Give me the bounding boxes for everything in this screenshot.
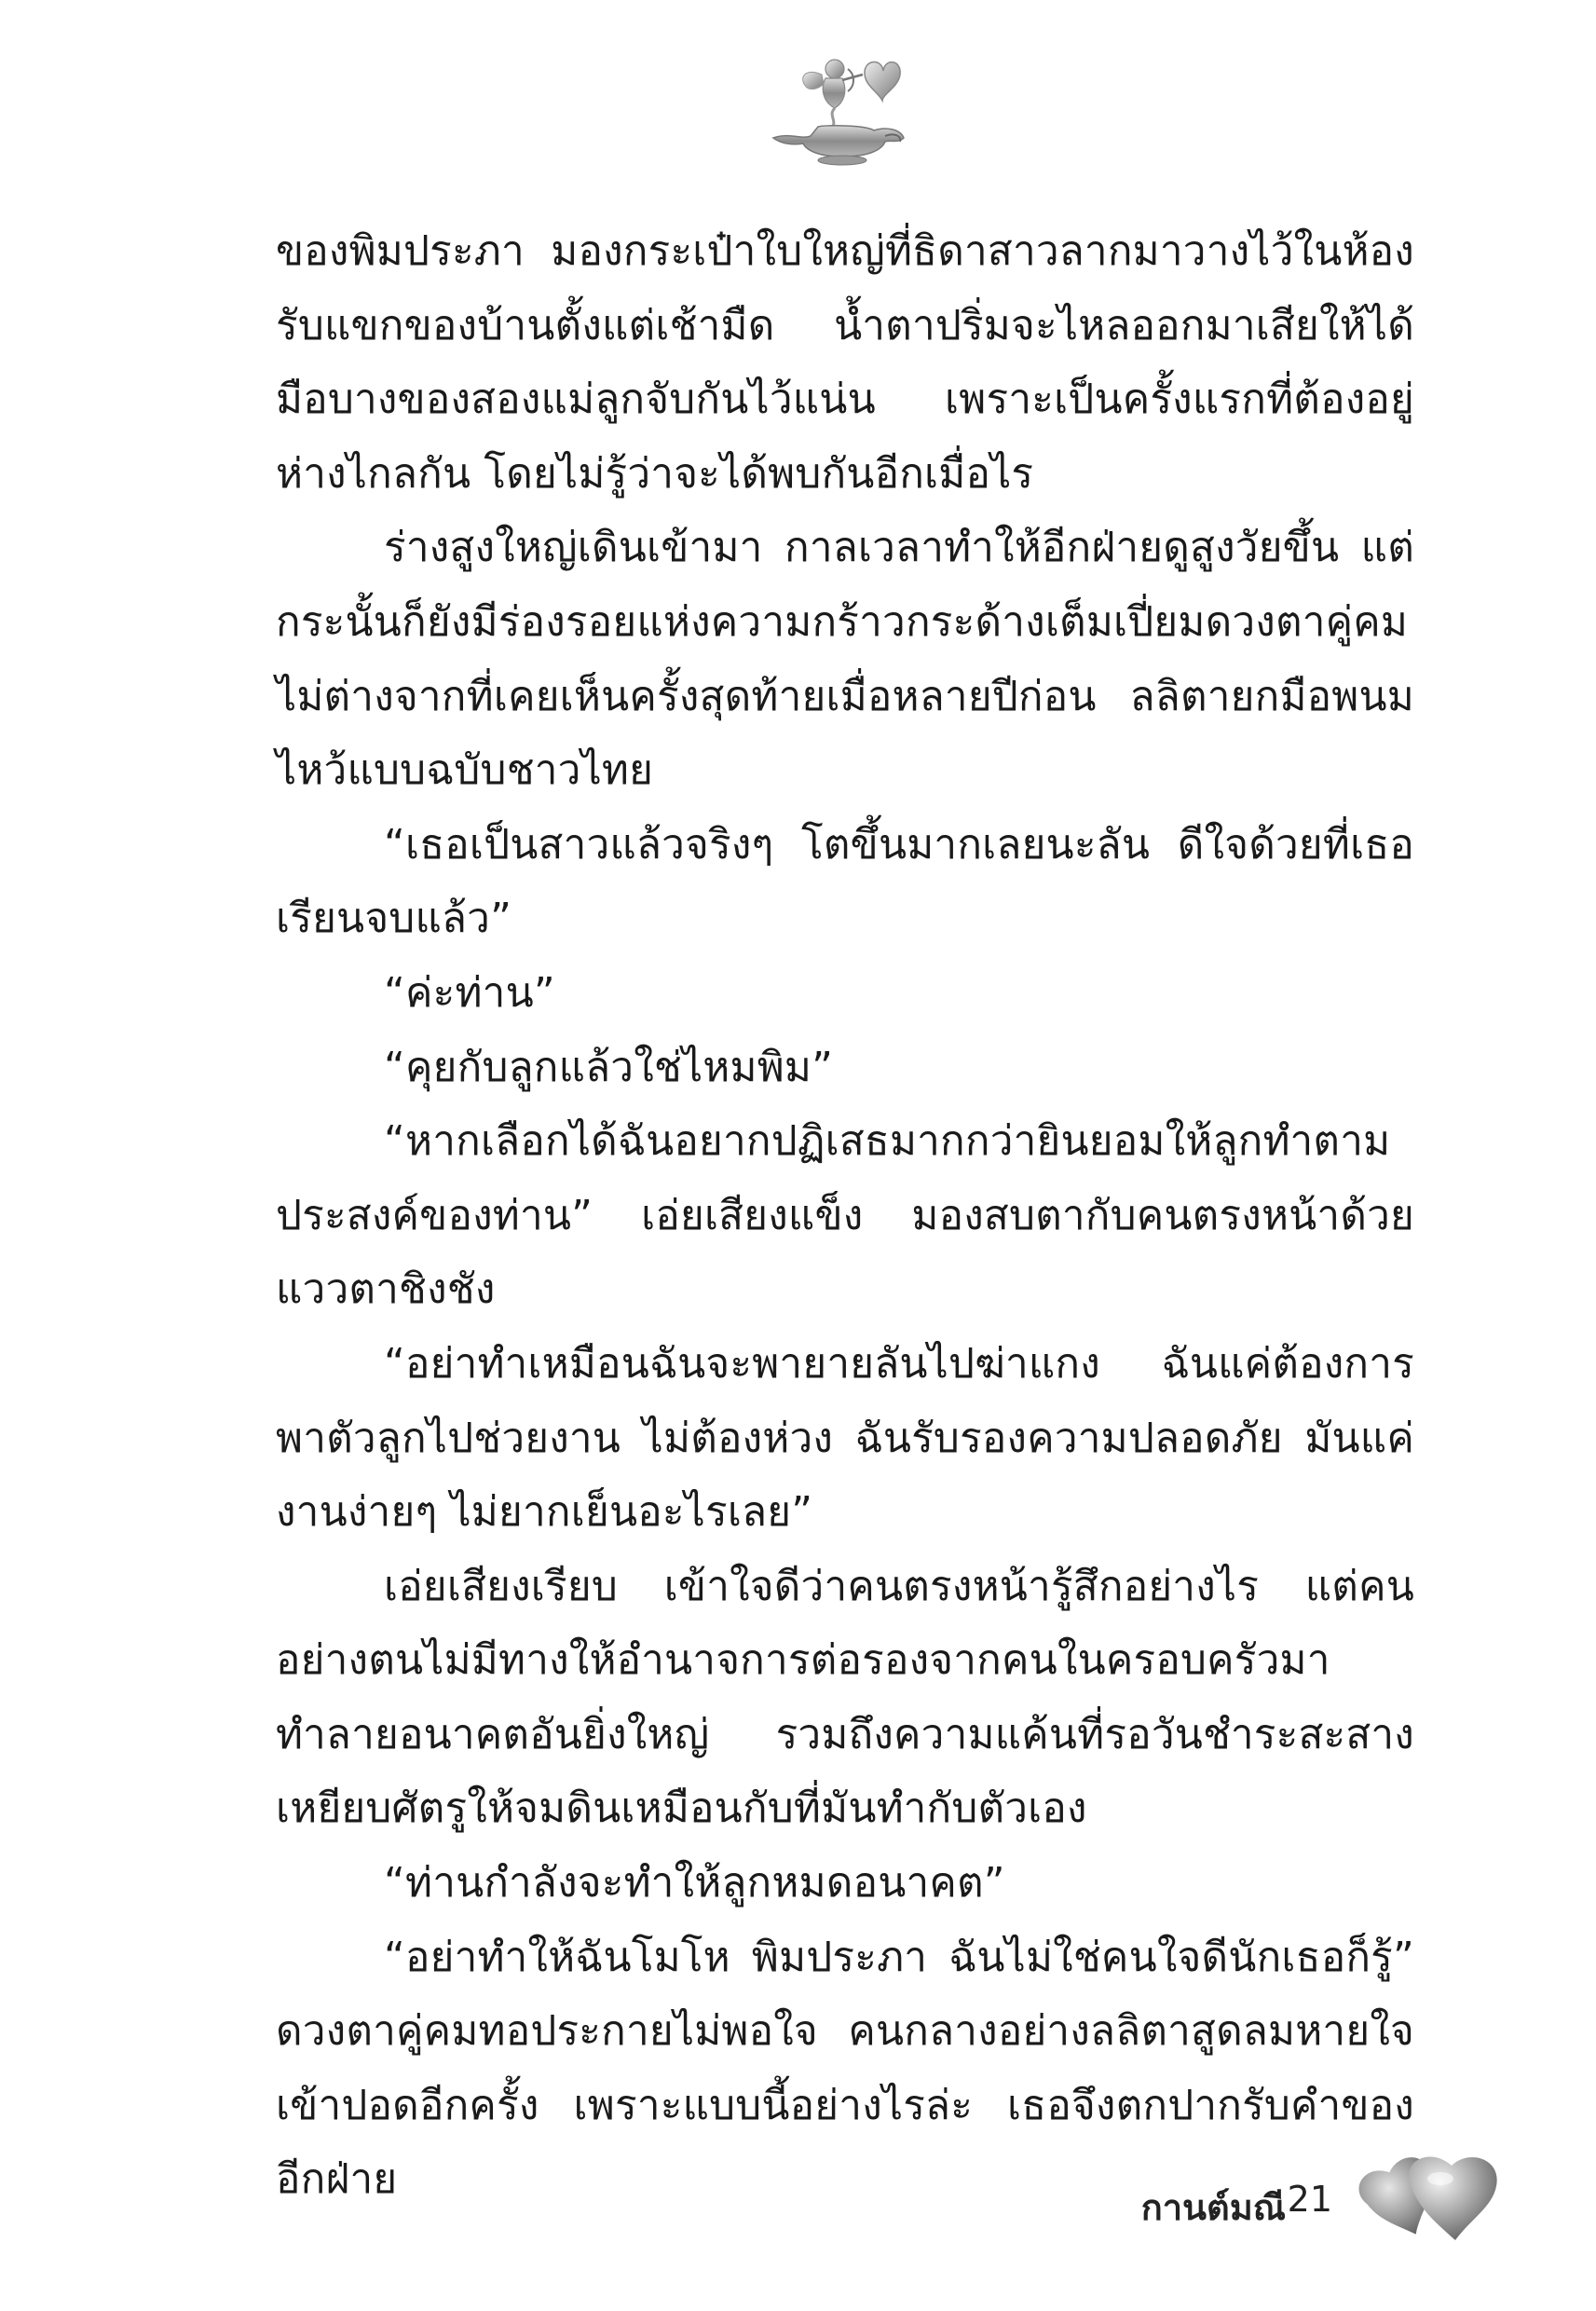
paragraph: “คุยกับลูกแล้วใช่ไหมพิม” bbox=[384, 1043, 834, 1091]
paragraph: “ค่ะท่าน” bbox=[384, 968, 555, 1017]
paragraph: “เธอเป็นสาวแล้วจริงๆ โตขึ้นมากเลยนะลัน ดีใจด้วยที่เธอเรียนจบแล้ว” bbox=[276, 820, 1414, 943]
cupid-genie-lamp-ornament-icon bbox=[745, 47, 913, 168]
hearts-ornament-icon bbox=[1351, 2143, 1519, 2255]
paragraph: ร่างสูงใหญ่เดินเข้ามา กาลเวลาทำให้อีกฝ่ายดูสูงวัยขึ้น แต่กระนั้นก็ยังมีร่องรอยแห่งความกร้าวกระด้างเต็มเปี่ยมดวงตาคู่คมไม่ต่างจากที่เคยเห็นครั้งสุดท้ายเมื่อหลายปีก่อน ลลิตายกมือพนมไหว้แบบฉบับชาวไทย bbox=[276, 524, 1414, 795]
paragraph: “อย่าทำให้ฉันโมโห พิมประภา ฉันไม่ใช่คนใจดีนักเธอก็รู้” ดวงตาคู่คมทอประกายไม่พอใจ คนกลางอย่างลลิตาสูดลมหายใจเข้าปอดอีกครั้ง เพราะแบบนี้อย่างไรล่ะ เธอจึงตกปากรับคำของอีกฝ่าย bbox=[276, 1933, 1414, 2204]
page-number: 21 bbox=[1287, 2179, 1332, 2220]
book-title: กานต์มณี bbox=[1140, 2187, 1286, 2228]
paragraph: “อย่าทำเหมือนฉันจะพายายลันไปฆ่าแกง ฉันแค่ต้องการพาตัวลูกไปช่วยงาน ไม่ต้องห่วง ฉันรับรองความปลอดภัย มันแค่งานง่ายๆ ไม่ยากเย็นอะไรเลย” bbox=[276, 1339, 1414, 1537]
page-footer bbox=[1071, 2143, 1519, 2255]
paragraph: เอ่ยเสียงเรียบ เข้าใจดีว่าคนตรงหน้ารู้สึกอย่างไร แต่คนอย่างตนไม่มีทางให้อำนาจการต่อรองจากคนในครอบครัวมาทำลายอนาคตอันยิ่งใหญ่ รวมถึงความแค้นที่รอวันชำระสะสาง เหยียบศัตรูให้จมดินเหมือนกับที่มันทำกับตัวเอง bbox=[276, 1562, 1414, 1833]
body-text bbox=[276, 214, 1414, 2217]
paragraph: “หากเลือกได้ฉันอยากปฏิเสธมากกว่ายินยอมให้ลูกทำตามประสงค์ของท่าน” เอ่ยเสียงแข็ง มองสบตากับคนตรงหน้าด้วยแววตาชิงชัง bbox=[276, 1117, 1414, 1314]
paragraph: “ท่านกำลังจะทำให้ลูกหมดอนาคต” bbox=[384, 1859, 1005, 1908]
paragraph: ของพิมประภา มองกระเป๋าใบใหญ่ที่ธิดาสาวลากมาวางไว้ในห้องรับแขกของบ้านตั้งแต่เช้ามืด น้ำตาปริ่มจะไหลออกมาเสียให้ได้ มือบางของสองแม่ลูกจับกันไว้แน่น เพราะเป็นครั้งแรกที่ต้องอยู่ห่างไกลกัน โดยไม่รู้ว่าจะได้พบกันอีกเมื่อไร bbox=[276, 227, 1414, 498]
